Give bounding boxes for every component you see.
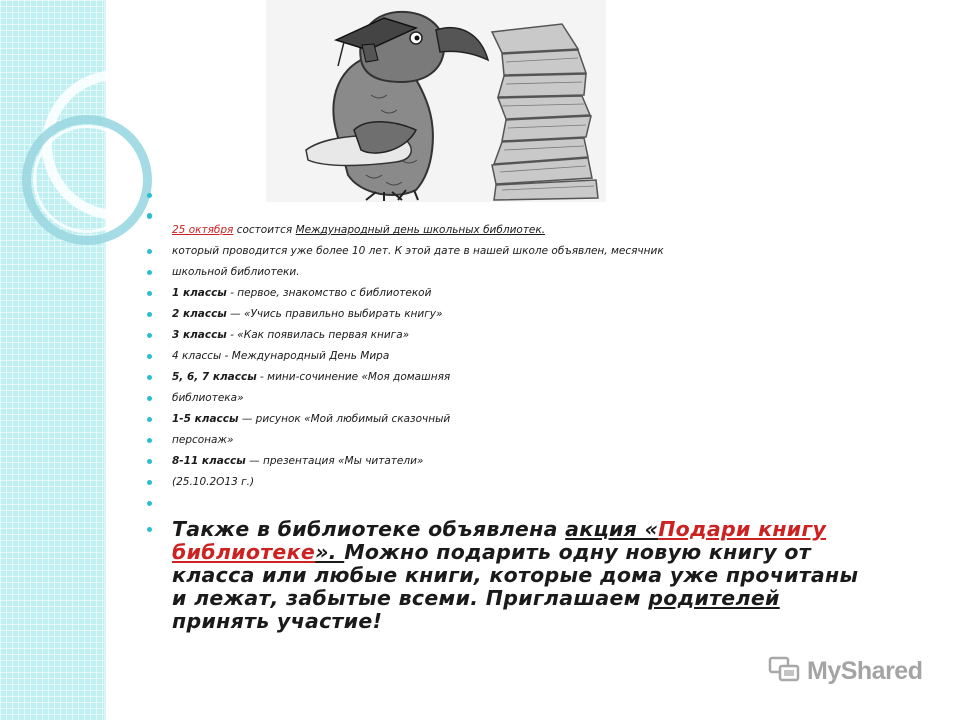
- text-segment: Международный день школьных библиотек.: [295, 224, 546, 236]
- text-segment: 1-5 классы: [172, 413, 239, 425]
- bullet-dot-icon: [147, 249, 152, 254]
- decorative-side-strip: [0, 0, 106, 720]
- text-segment: (25.10.2О13 г.): [172, 476, 255, 488]
- text-segment: 1 классы: [172, 287, 227, 299]
- text-segment: 5, 6, 7 классы: [172, 371, 257, 383]
- text-segment: 4 классы - Международный День Мира: [172, 350, 390, 362]
- text-segment: 3 классы: [172, 329, 227, 341]
- library-day-text: [172, 224, 545, 237]
- bullet-dot-icon: [147, 193, 152, 198]
- text-segment: Подари книгу библиотеке: [172, 517, 827, 564]
- bullet-dot-icon: [147, 375, 152, 380]
- text-segment: Можно подарить одну новую книгу от класса или любые книги, которые дома уже прочитаны и лежат, забытые всеми. Приглашаем: [172, 540, 859, 610]
- bullet-dot-icon: [147, 214, 152, 219]
- text-segment: персонаж»: [172, 434, 234, 446]
- owl-with-books-illustration: [266, 0, 606, 202]
- bullet-dot-icon: [147, 291, 152, 296]
- text-segment: 25 октября: [172, 224, 234, 236]
- text-segment: - «Как появилась первая книга»: [226, 329, 410, 341]
- text-segment: ».: [315, 540, 345, 564]
- text-segment: школьной библиотеки.: [172, 266, 300, 278]
- owl-with-books-icon: [266, 0, 606, 202]
- text-segment: 8-11 классы: [172, 455, 246, 467]
- text-segment: библиотека»: [172, 392, 244, 404]
- text-segment: - первое, знакомство с библиотекой: [226, 287, 432, 299]
- bullet-dot-icon: [147, 270, 152, 275]
- text-segment: — «Учись правильно выбирать книгу»: [226, 308, 443, 320]
- bullet-dot-icon: [147, 417, 152, 422]
- bullet-dot-icon: [147, 527, 152, 532]
- text-segment: Также в библиотеке объявлена: [172, 517, 566, 541]
- decorative-ring: [33, 125, 141, 233]
- bullet-dot-icon: [147, 396, 152, 401]
- bullet-dot-icon: [147, 354, 152, 359]
- bullet-dot-icon: [147, 480, 152, 485]
- myshared-logo-icon: [767, 655, 805, 689]
- bullet-dot-icon: [147, 459, 152, 464]
- text-segment: — рисунок «Мой любимый сказочный: [238, 413, 451, 425]
- text-segment: состоится: [233, 224, 296, 236]
- text-segment: - мини-сочинение «Моя домашняя: [256, 371, 451, 383]
- text-segment: 2 классы: [172, 308, 227, 320]
- text-segment: акция «: [565, 517, 659, 541]
- watermark-text: MyShared: [807, 657, 923, 685]
- text-segment: принять участие!: [172, 609, 383, 633]
- text-segment: родителей: [648, 586, 780, 610]
- bullet-dot-icon: [147, 333, 152, 338]
- text-segment: — презентация «Мы читатели»: [245, 455, 424, 467]
- bullet-dot-icon: [147, 501, 152, 506]
- bullet-dot-icon: [147, 312, 152, 317]
- bullet-dot-icon: [147, 438, 152, 443]
- myshared-watermark: [767, 655, 927, 691]
- text-segment: который проводится уже более 10 лет. К этой дате в нашей школе объявлен, месячник: [172, 245, 664, 257]
- promo-paragraph-text: [172, 518, 862, 633]
